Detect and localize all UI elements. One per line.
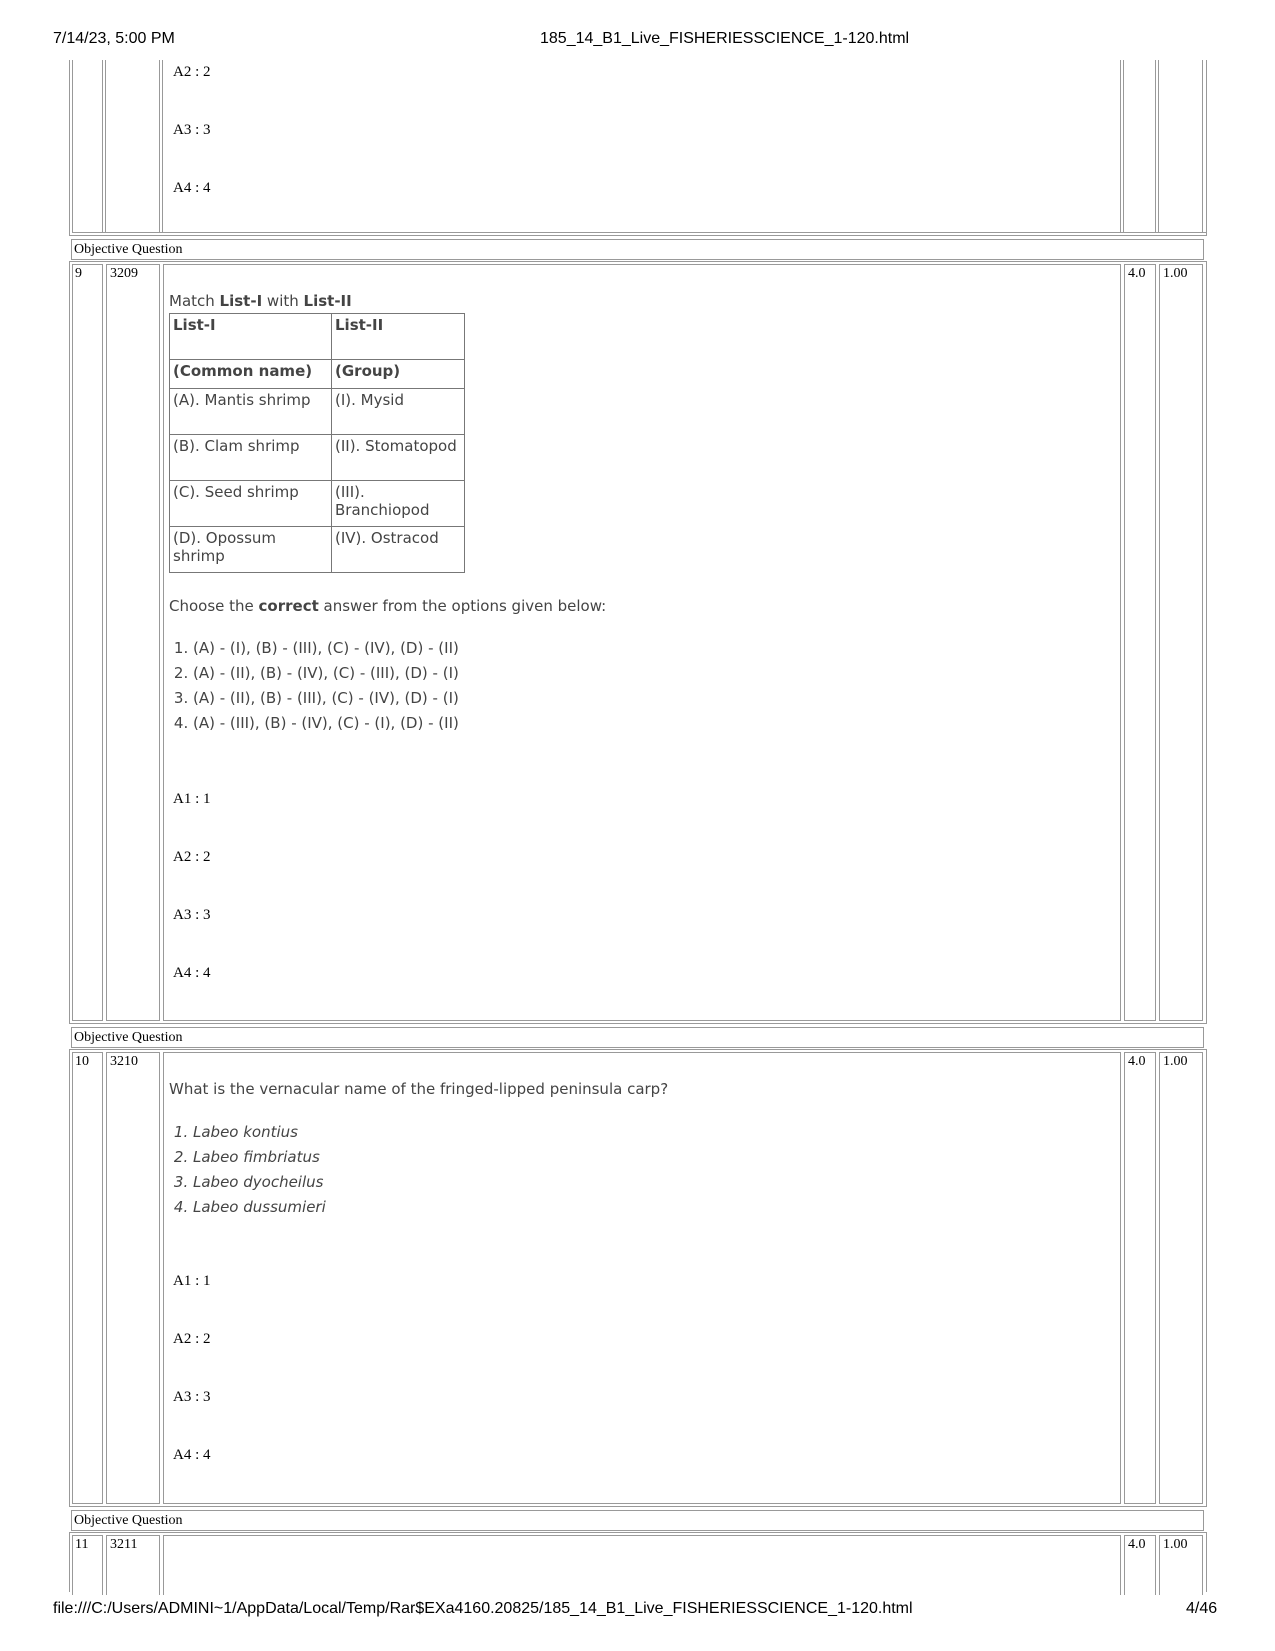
table-row <box>170 389 465 435</box>
answer-option: A4 : 4 <box>173 965 211 981</box>
answer-option: A3 : 3 <box>173 122 211 138</box>
question-instruction: Choose the correct answer from the options given below: <box>169 597 607 615</box>
question-intro: Match List-I with List-II <box>169 292 352 310</box>
print-datetime: 7/14/23, 5:00 PM <box>53 30 175 47</box>
table-cell: (III). Branchiopod <box>332 481 465 527</box>
option-item: 4. Labeo dussumieri <box>193 1195 326 1220</box>
question-id: 3210 <box>106 1052 160 1504</box>
option-list <box>169 1120 326 1220</box>
answer-option: A4 : 4 <box>173 180 211 196</box>
answer-option: A1 : 1 <box>173 791 211 807</box>
question-marks: 4.0 <box>1124 1052 1156 1504</box>
answer-option: A2 : 2 <box>173 64 211 80</box>
table-cell: (A). Mantis shrimp <box>170 389 332 435</box>
question-text: What is the vernacular name of the fringed-lipped peninsula carp? <box>169 1080 669 1098</box>
table-cell: (C). Seed shrimp <box>170 481 332 527</box>
option-item: 4. (A) - (III), (B) - (IV), (C) - (I), (D) - (II) <box>193 711 459 736</box>
table-cell: (II). Stomatopod <box>332 435 465 481</box>
table-cell: (B). Clam shrimp <box>170 435 332 481</box>
table-cell: (D). Opossum shrimp <box>170 527 332 573</box>
question-negative-marks: 1.00 <box>1159 264 1203 1021</box>
table-header: List-II <box>335 316 384 334</box>
question-id: 3211 <box>106 1535 160 1595</box>
page-number: 4/46 <box>1186 1600 1218 1617</box>
table-row <box>170 481 465 527</box>
option-list <box>169 636 459 736</box>
print-title: 185_14_B1_Live_FISHERIESSCIENCE_1-120.html <box>540 30 910 47</box>
table-cell: (I). Mysid <box>332 389 465 435</box>
option-item: 1. Labeo kontius <box>193 1120 326 1145</box>
answer-option: A3 : 3 <box>173 907 211 923</box>
answer-option: A4 : 4 <box>173 1447 211 1463</box>
section-label: Objective Question <box>71 1510 1204 1531</box>
question-negative-marks: 1.00 <box>1159 1535 1203 1595</box>
table-subheader: (Group) <box>335 362 401 380</box>
question-marks: 4.0 <box>1124 264 1156 1021</box>
table-row <box>170 435 465 481</box>
section-label: Objective Question <box>71 1027 1204 1048</box>
option-item: 1. (A) - (I), (B) - (III), (C) - (IV), (D) - (II) <box>193 636 459 661</box>
question-body <box>163 1535 1121 1595</box>
question-negative-marks: 1.00 <box>1159 1052 1203 1504</box>
table-row <box>170 527 465 573</box>
table-header: List-I <box>173 316 216 334</box>
print-file-path: file:///C:/Users/ADMINI~1/AppData/Local/Temp/Rar$EXa4160.20825/185_14_B1_Live_FISHERIESSCIENCE_1-120.html <box>53 1600 913 1617</box>
answer-option: A2 : 2 <box>173 1331 211 1347</box>
question-id: 3209 <box>106 264 160 1021</box>
question-number: 10 <box>72 1052 103 1504</box>
table-cell: (IV). Ostracod <box>332 527 465 573</box>
option-item: 2. Labeo fimbriatus <box>193 1145 326 1170</box>
answer-option: A1 : 1 <box>173 1273 211 1289</box>
question-marks: 4.0 <box>1124 1535 1156 1595</box>
question-number: 11 <box>72 1535 103 1595</box>
match-table <box>169 313 465 573</box>
table-subheader: (Common name) <box>173 362 313 380</box>
answer-option: A3 : 3 <box>173 1389 211 1405</box>
section-label: Objective Question <box>71 239 1204 260</box>
option-item: 3. (A) - (II), (B) - (III), (C) - (IV), (D) - (I) <box>193 686 459 711</box>
option-item: 2. (A) - (II), (B) - (IV), (C) - (III), (D) - (I) <box>193 661 459 686</box>
answer-option: A2 : 2 <box>173 849 211 865</box>
option-item: 3. Labeo dyocheilus <box>193 1170 326 1195</box>
question-number: 9 <box>72 264 103 1021</box>
